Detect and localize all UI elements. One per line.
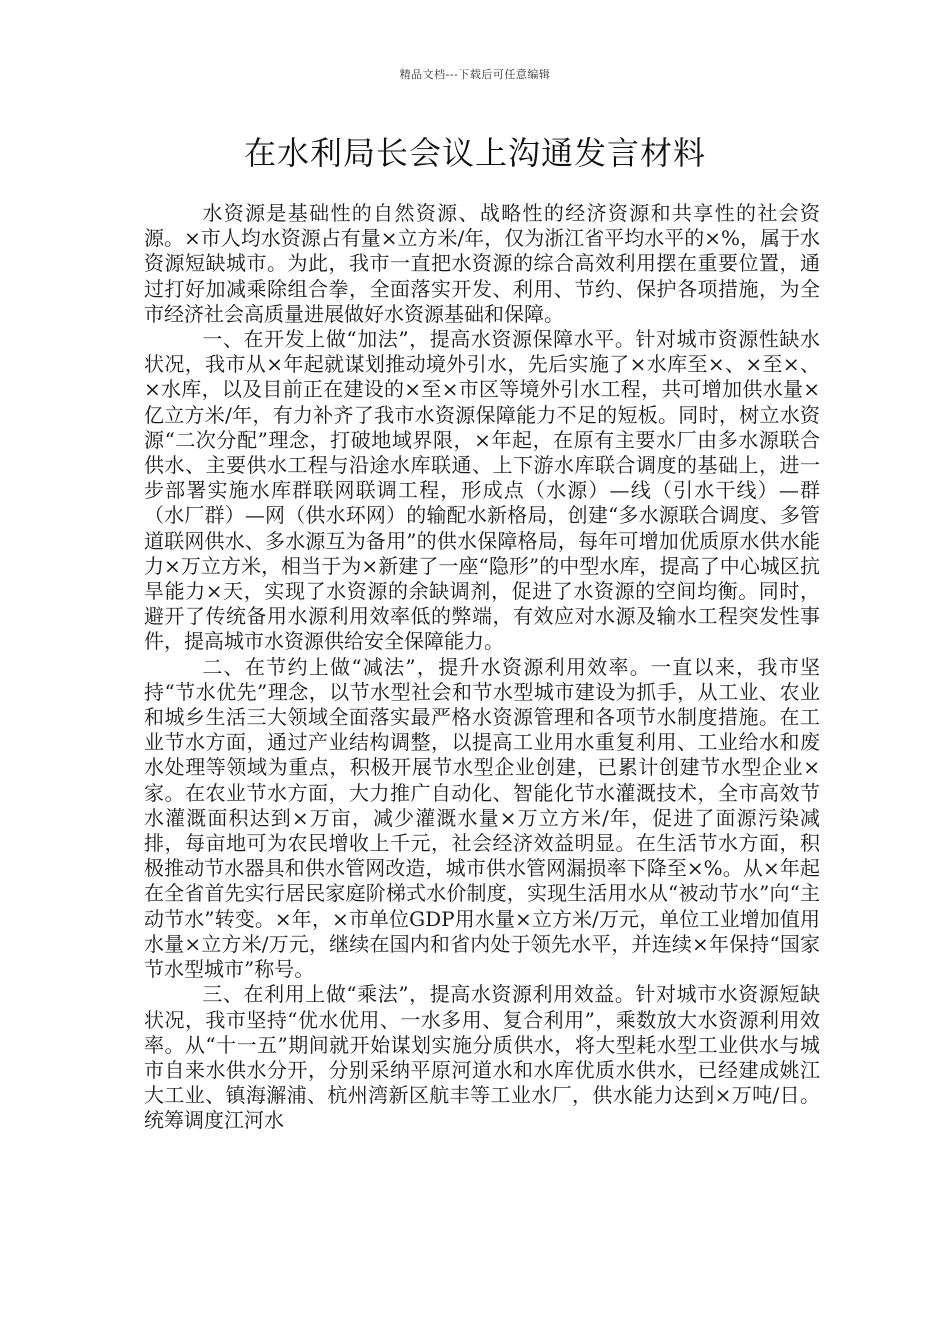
- document-body: [144, 201, 820, 1134]
- document-header-note: 精品文档---下载后可任意编辑: [399, 68, 551, 81]
- paragraph-addition: 一、在开发上做“加法”，提高水资源保障水平。针对城市资源性缺水状况，我市从×年起就谋划推动境外引水，先后实施了×水库至×、×至×、×水库，以及目前正在建设的×至×市区等境外引水工程，共可增加供水量×亿立方米/年，有力补齐了我市水资源保障能力不足的短板。同时，树立水资源“二次分配”理念，打破地域界限，×年起，在原有主要水厂由多水源联合供水、主要供水工程与沿途水库联通、上下游水库联合调度的基础上，进一步部署实施水库群联网联调工程，形成点（水源）—线（引水干线）—群（水厂群）—网（供水环网）的输配水新格局，创建“多水源联合调度、多管道联网供水、多水源互为备用”的供水保障格局，每年可增加优质原水供水能力×万立方米，相当于为×新建了一座“隐形”的中型水库，提高了中心城区抗旱能力×天，实现了水资源的余缺调剂，促进了水资源的空间均衡。同时，避开了传统备用水源利用效率低的弊端，有效应对水源及输水工程突发性事件，提高城市水资源供给安全保障能力。: [144, 327, 820, 654]
- paragraph-intro: 水资源是基础性的自然资源、战略性的经济资源和共享性的社会资源。×市人均水资源占有量×立方米/年，仅为浙江省平均水平的×%，属于水资源短缺城市。为此，我市一直把水资源的综合高效利用摆在重要位置，通过打好加减乘除组合拳，全面落实开发、利用、节约、保护各项措施，为全市经济社会高质量进展做好水资源基础和保障。: [144, 201, 821, 326]
- paragraph-multiplication: 三、在利用上做“乘法”，提高水资源利用效益。针对城市水资源短缺状况，我市坚持“优水优用、一水多用、复合利用”，乘数放大水资源利用效率。从“十一五”期间就开始谋划实施分质供水，将大型耗水型工业供水与城市自来水供水分开，分别采纳平原河道水和水库优质水供水，已经建成姚江大工业、镇海澥浦、杭州湾新区航丰等工业水厂，供水能力达到×万吨/日。统筹调度江河水: [144, 982, 820, 1133]
- document-title: 在水利局长会议上沟通发言材料: [243, 134, 706, 172]
- paragraph-subtraction: 二、在节约上做“减法”，提升水资源利用效率。一直以来，我市坚持“节水优先”理念，以节水型社会和节水型城市建设为抓手，从工业、农业和城乡生活三大领域全面落实最严格水资源管理和各项节水制度措施。在工业节水方面，通过产业结构调整，以提高工业用水重复利用、工业给水和废水处理等领域为重点，积极开展节水型企业创建，已累计创建节水型企业×家。在农业节水方面，大力推广自动化、智能化节水灌溉技术，全市高效节水灌溉面积达到×万亩，减少灌溉水量×万立方米/年，促进了面源污染减排，每亩地可为农民增收上千元，社会经济效益明显。在生活节水方面，积极推动节水器具和供水管网改造，城市供水管网漏损率下降至×%。从×年起在全省首先实行居民家庭阶梯式水价制度，实现生活用水从“被动节水”向“主动节水”转变。×年，×市单位GDP用水量×立方米/万元，单位工业增加值用水量×立方米/万元，继续在国内和省内处于领先水平，并连续×年保持“国家节水型城市”称号。: [144, 654, 820, 982]
